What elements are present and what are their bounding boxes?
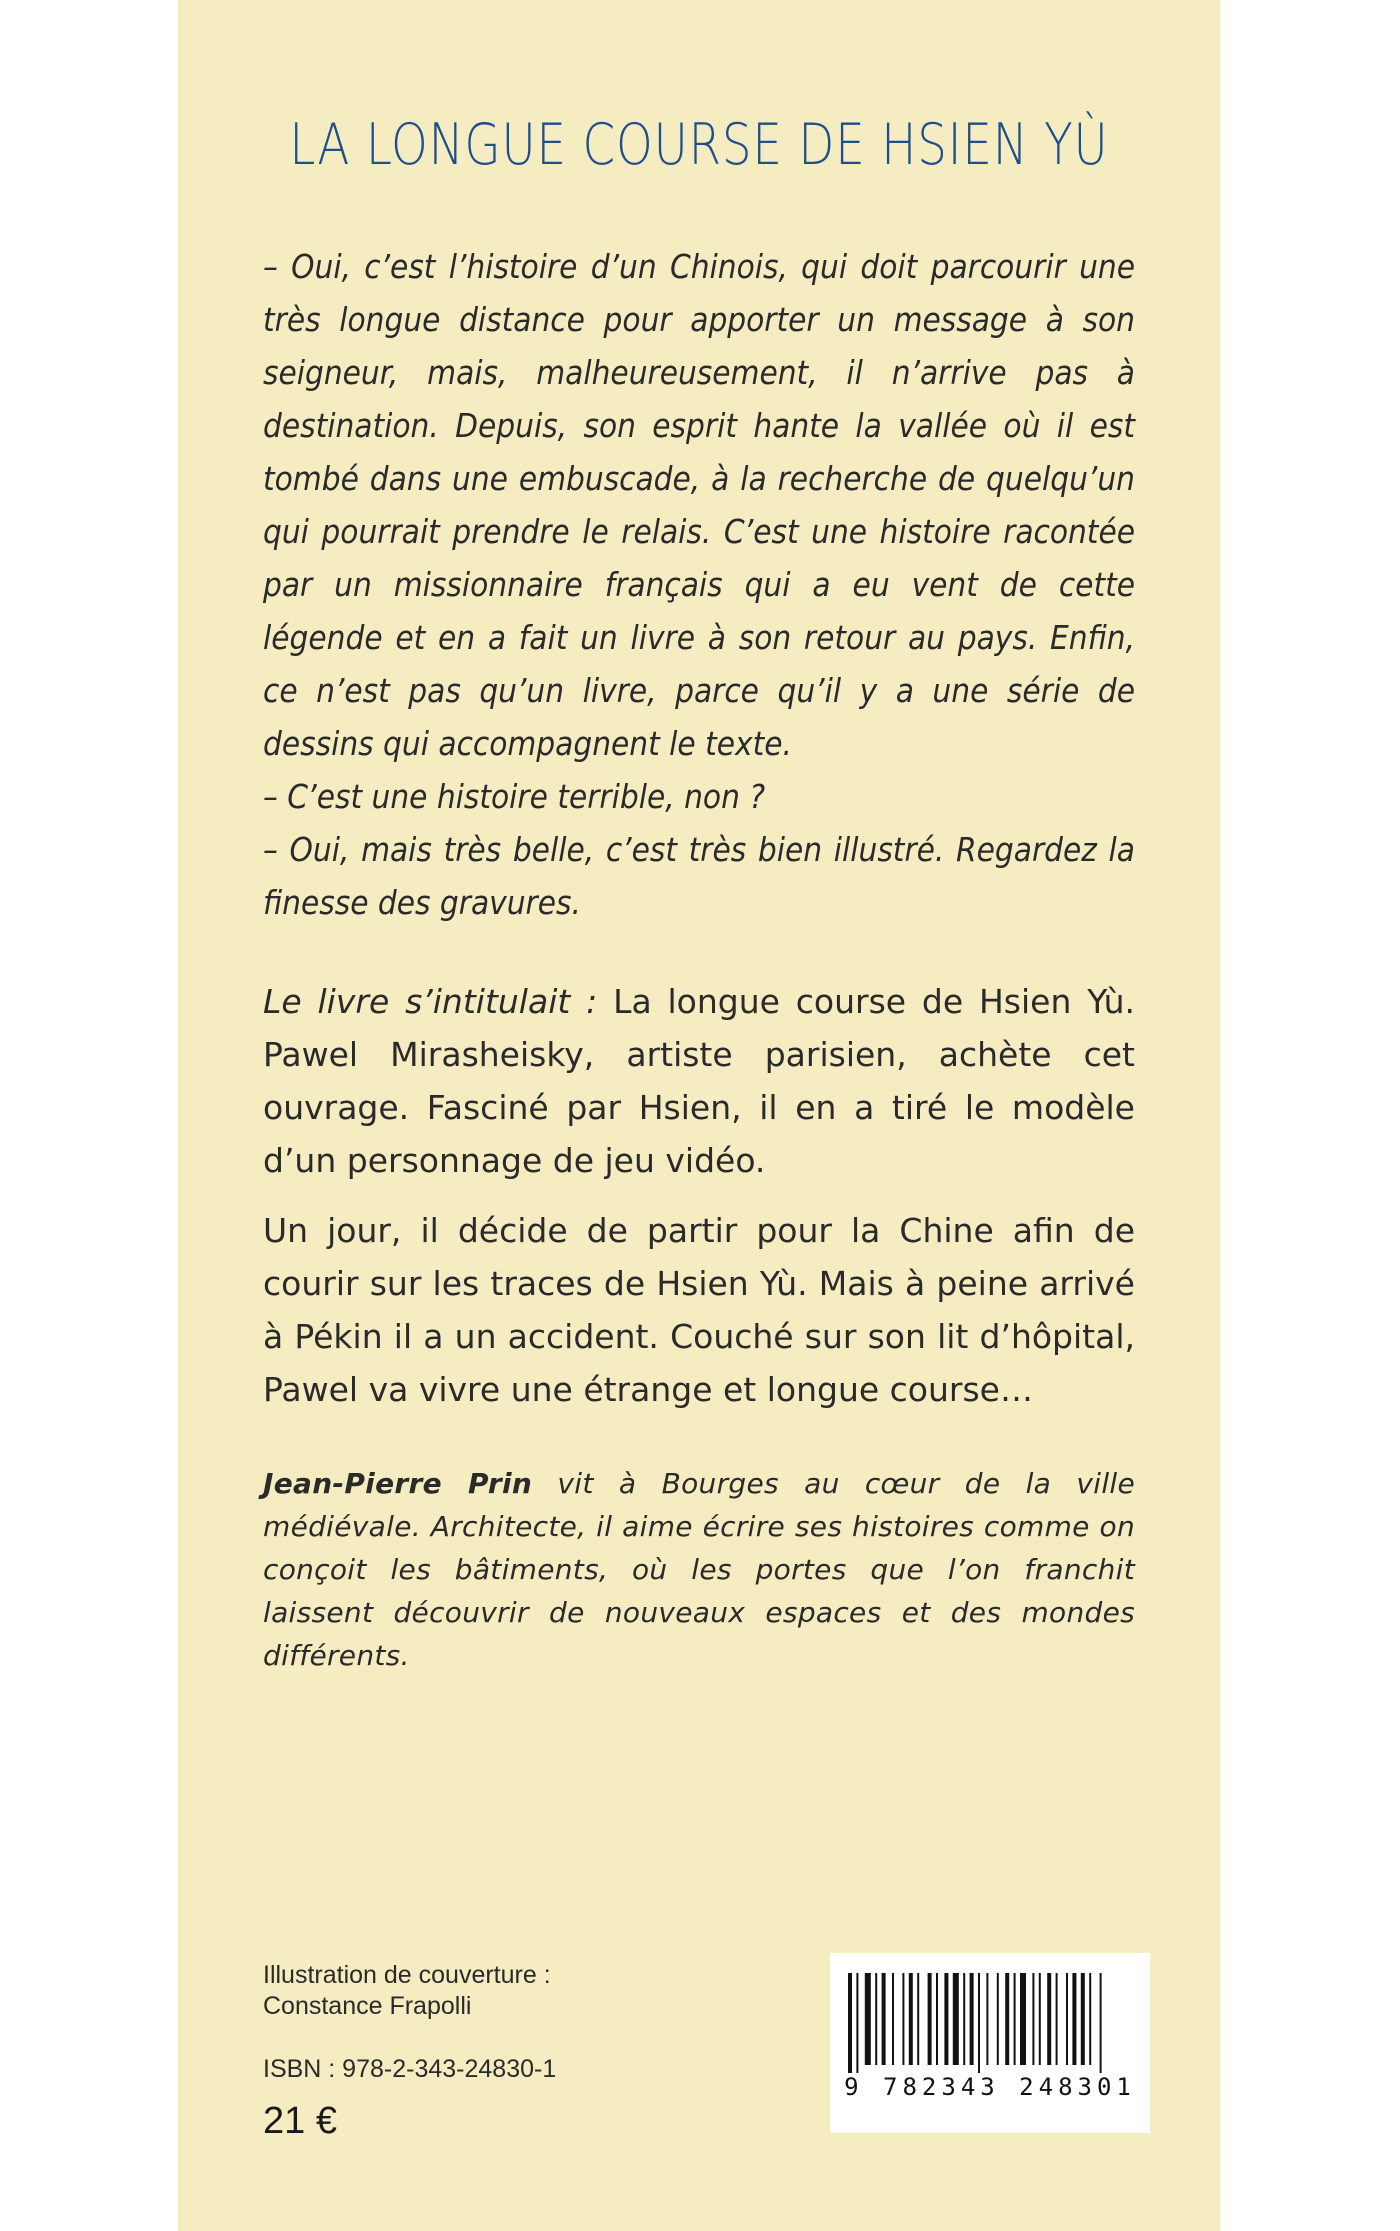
- barcode-bar: [856, 1973, 858, 2073]
- barcode-bar: [1089, 1973, 1091, 2065]
- barcode-bar: [953, 1973, 959, 2065]
- barcode-bar: [848, 1973, 852, 2073]
- barcode-bar: [1032, 1973, 1034, 2065]
- barcode-bar: [1066, 1973, 1068, 2065]
- barcode-bar: [986, 1973, 988, 2065]
- cover-credits: [263, 1960, 551, 2022]
- barcode-bar: [1072, 1973, 1076, 2065]
- barcode-bar: [1039, 1973, 1041, 2065]
- barcode-bar: [909, 1973, 913, 2065]
- price: 21 €: [263, 2100, 337, 2142]
- author-bio-text: vit à Bourges au cœur de la ville médiévale. Architecte, il aime écrire ses histoires comme on conçoit les bâtiments, où les portes que l’on franchit laissent découvrir de nouveaux espaces et des mondes différents.: [263, 1467, 1136, 1672]
- excerpt-paragraph: – C’est une histoire terrible, non ?: [263, 777, 766, 816]
- barcode-bar: [917, 1973, 919, 2065]
- barcode-bar: [944, 1973, 948, 2065]
- summary-intro-text: La longue course de Hsien Yù. Pawel Mirasheisky, artiste parisien, achète cet ouvrage. Fasciné par Hsien, il en a tiré le modèle d’un personnage de jeu vidéo.: [263, 982, 1135, 1180]
- excerpt-paragraph: – Oui, mais très belle, c’est très bien illustré. Regardez la finesse des gravures.: [263, 830, 1135, 922]
- excerpt-paragraph: – Oui, c’est l’histoire d’un Chinois, qui doit parcourir une très longue distance pour apporter un message à son seigneur, mais, malheureusement, il n’arrive pas à destination. Depuis, son esprit hante la vallée où il est tombé dans une embuscade, à la recherche de quelqu’un qui pourrait prendre le relais. C’est une histoire racontée par un missionnaire français qui a eu vent de cette légende et en a fait un livre à son retour au pays. Enfin, ce n’est pas qu’un livre, parce qu’il y a une série de dessins qui accompagnent le texte.: [263, 247, 1135, 763]
- back-cover: [178, 0, 1220, 2231]
- barcode-bar: [997, 1973, 999, 2065]
- barcode-bar: [902, 1973, 904, 2065]
- credits-label: Illustration de couverture :: [263, 1961, 551, 1989]
- summary-intro-italic: Le livre s’intitulait :: [263, 982, 598, 1021]
- barcode-bar: [963, 1973, 965, 2065]
- barcode-bar: [1100, 1973, 1102, 2073]
- barcode-bar: [865, 1973, 871, 2065]
- barcode-bar: [882, 1973, 886, 2065]
- book-title: LA LONGUE COURSE DE HSIEN YÙ: [289, 112, 1109, 178]
- barcode-bar: [936, 1973, 938, 2065]
- barcode-bar: [875, 1973, 877, 2065]
- barcode-bar: [892, 1973, 894, 2065]
- barcode-bar: [1056, 1973, 1058, 2065]
- barcode-bar: [1014, 1973, 1016, 2065]
- author-bio: [263, 1462, 1135, 1677]
- barcode-bar: [1081, 1973, 1085, 2065]
- summary-paragraph: [263, 975, 1135, 1187]
- summary-paragraph: Un jour, il décide de partir pour la Chine afin de courir sur les traces de Hsien Yù. Mais à peine arrivé à Pékin il a un accident. Couché sur son lit d’hôpital, Pawel va vivre une étrange et longue course…: [263, 1211, 1135, 1409]
- isbn: ISBN : 978-2-343-24830-1: [263, 2055, 557, 2083]
- excerpt: [263, 240, 1135, 929]
- barcode-bar: [928, 1973, 932, 2065]
- credits-illustrator: Constance Frapolli: [263, 1992, 472, 2020]
- barcode-bar: [978, 1973, 980, 2073]
- barcode-bars: [844, 1973, 1136, 2073]
- summary: [263, 975, 1135, 1416]
- barcode-bar: [1020, 1973, 1026, 2065]
- barcode: [830, 1953, 1150, 2133]
- author-name: Jean-Pierre Prin: [263, 1467, 533, 1500]
- barcode-bar: [970, 1973, 974, 2065]
- barcode-bar: [1005, 1973, 1009, 2065]
- barcode-digits: 9 782343 248301: [844, 2073, 1136, 2101]
- barcode-bar: [1047, 1973, 1051, 2065]
